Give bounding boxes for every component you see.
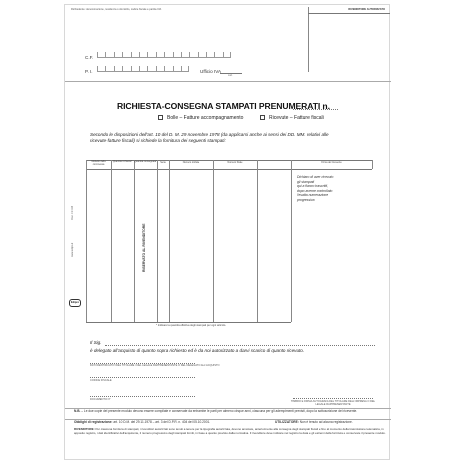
intro-paragraph	[90, 132, 382, 144]
declaration-line-1: Dichiaro di aver ricevuto	[297, 175, 334, 179]
declaration-line-6: progressiva	[297, 197, 315, 202]
intro-line-2: ricevute-fatture fiscali) si richiede la fornitura dei seguenti stampati:	[90, 138, 226, 144]
table-col-border	[169, 160, 170, 322]
pi-label: P. I.	[85, 69, 93, 74]
receipt-declaration	[297, 175, 357, 250]
table-col-border	[257, 160, 258, 322]
intro-line-1: Secondo le disposizioni dell'art. 10 del D. M. 29 novembre 1978 (da applicarsi anche ai sensi dei DD. MM. relativi alle	[90, 132, 329, 137]
utilizzatore-label: UTILIZZATORE:	[275, 420, 299, 424]
brand-logo: Edipro	[69, 299, 81, 307]
table-col-border	[372, 160, 373, 169]
documento-line[interactable]	[90, 396, 195, 397]
obblighi-row	[74, 421, 274, 425]
utilizzatore-row	[275, 421, 387, 425]
margin-code: Mod. CR 165	[71, 205, 74, 220]
form-title: RICHIESTA-CONSEGNA STAMPATI PRENUMERATI n.	[117, 101, 330, 111]
col-header-numero-finale: Numero finale	[227, 161, 243, 164]
header-bottom-rule	[65, 81, 391, 82]
nb-note	[74, 410, 386, 414]
cf-boxes[interactable]	[97, 52, 231, 58]
table-col-border	[157, 160, 158, 322]
stamp-caption: TIMBRO E FIRMA AUTOGRAFA DEL TITOLARE DELL'IMPRESA O DEL LEGALE RAPPRESENTANTE	[290, 400, 376, 406]
col-header-richiesta: Quantità richiesta*	[112, 160, 133, 163]
margin-web: www.edipro.it	[71, 242, 74, 257]
sig-label: Il Sig.	[90, 340, 102, 345]
cod-label: cod.	[228, 74, 233, 77]
declaration-line-2: gli stampati	[297, 179, 315, 184]
dealer-label: RIVENDITORE AUTORIZZATO	[348, 8, 385, 11]
table-col-border	[134, 160, 135, 322]
col-header-serie: Serie	[160, 161, 166, 164]
form-page	[64, 4, 390, 460]
utilizzatore-text: Non è tenuto ad alcuna registrazione.	[299, 420, 353, 424]
stamp-line[interactable]	[293, 398, 373, 399]
bolle-checkbox[interactable]	[158, 115, 163, 120]
rivenditore-note	[74, 428, 386, 435]
col-header-firma: Firma del ricevente	[321, 161, 342, 164]
declaration-line-3: qui a fianco trascritti,	[297, 184, 329, 189]
rivenditore-label: RIVENDITORE:	[74, 427, 95, 431]
bolle-option-label: Bolle – Fatture accompagnamento	[167, 115, 244, 121]
form-number-line[interactable]	[293, 109, 338, 110]
col-header-numero-iniziale: Numero iniziale	[182, 161, 200, 164]
codice-fiscale-line[interactable]	[90, 377, 195, 378]
id-caption: DATI IDENTIFICATIVI DEL TITOLARE / DEL LEGALE RAPPRESENTANTE O DEL DELEGATO ALL'ACQUISTO	[90, 364, 220, 367]
table-header-border	[86, 169, 372, 170]
table-col-border	[86, 160, 87, 322]
ricevute-option-label: Ricevute – Fatture fiscali	[269, 115, 324, 121]
nb-text: – Le due copie del presente modulo devono essere compilate e conservate da entrambe le parti per almeno cinque anni, ciascuna per gli adempimenti previsti, dopo la sottoscrizione del ricevente.	[81, 409, 358, 413]
rivenditore-text: Per ciascuna fornitura di stampati, i rivenditori autorizzati sono tenuti a tenere per la tipografia autorizzata, devono annotare, anteriormente alla consegna degli stampati fiscali e fino al momento della trasmissione telematica, in apposito registro, i dati identificativi dell'acquirente, il numero progressivo degli stampati forniti, in base a quanto previsto dalla normativa. Il rivenditore deve indicare nel registro la data e gli estremi della fornitura e conservare il presente modulo.	[74, 427, 386, 435]
declaration-line-4: dopo averne controllato	[297, 188, 333, 193]
codice-fiscale-label: CODICE FISCALE	[90, 379, 112, 382]
ricevute-checkbox[interactable]	[260, 115, 265, 120]
nb-label: N.B.	[74, 409, 81, 413]
pi-boxes[interactable]	[97, 66, 189, 72]
delegation-text: è delegato all'acquisto di quanto sopra richiesto ed è da noi autorizzato a darvi scarico di quanto ricevuto.	[90, 348, 305, 353]
sig-name-line[interactable]	[105, 345, 375, 346]
table-col-border	[111, 160, 112, 322]
reserved-dealer-label: RISERVATO AL RIVENDITORE	[142, 223, 146, 272]
documento-label: DOCUMENTO N°	[90, 398, 111, 401]
obblighi-text: art. 10 D.M. del 29.11.1978 – art. 3 del D.P.R. n. 404 del 05.10.2001.	[113, 420, 211, 424]
col-header-modello: Modello della commessa	[91, 160, 106, 166]
col-header-consegnata: Quantità consegnata*	[134, 160, 157, 163]
ufficio-iva-label: Ufficio IVA	[200, 69, 222, 74]
requester-label: Richiedente: denominazione, residenza o domicilio, codice fiscale e partita IVA	[71, 8, 162, 11]
obblighi-label: Obblighi di registrazione:	[74, 420, 113, 424]
cf-label: C.F.	[85, 55, 94, 60]
table-col-border	[291, 160, 292, 322]
header-divider	[308, 7, 309, 72]
table-bottom-border	[86, 322, 291, 323]
declaration-line-5: l'esatta numerazione	[297, 193, 329, 198]
table-footnote: * Indicare la quantità effettiva degli stampati per ogni articolo.	[156, 324, 227, 327]
table-col-border	[213, 160, 214, 322]
dealer-line	[308, 13, 390, 14]
